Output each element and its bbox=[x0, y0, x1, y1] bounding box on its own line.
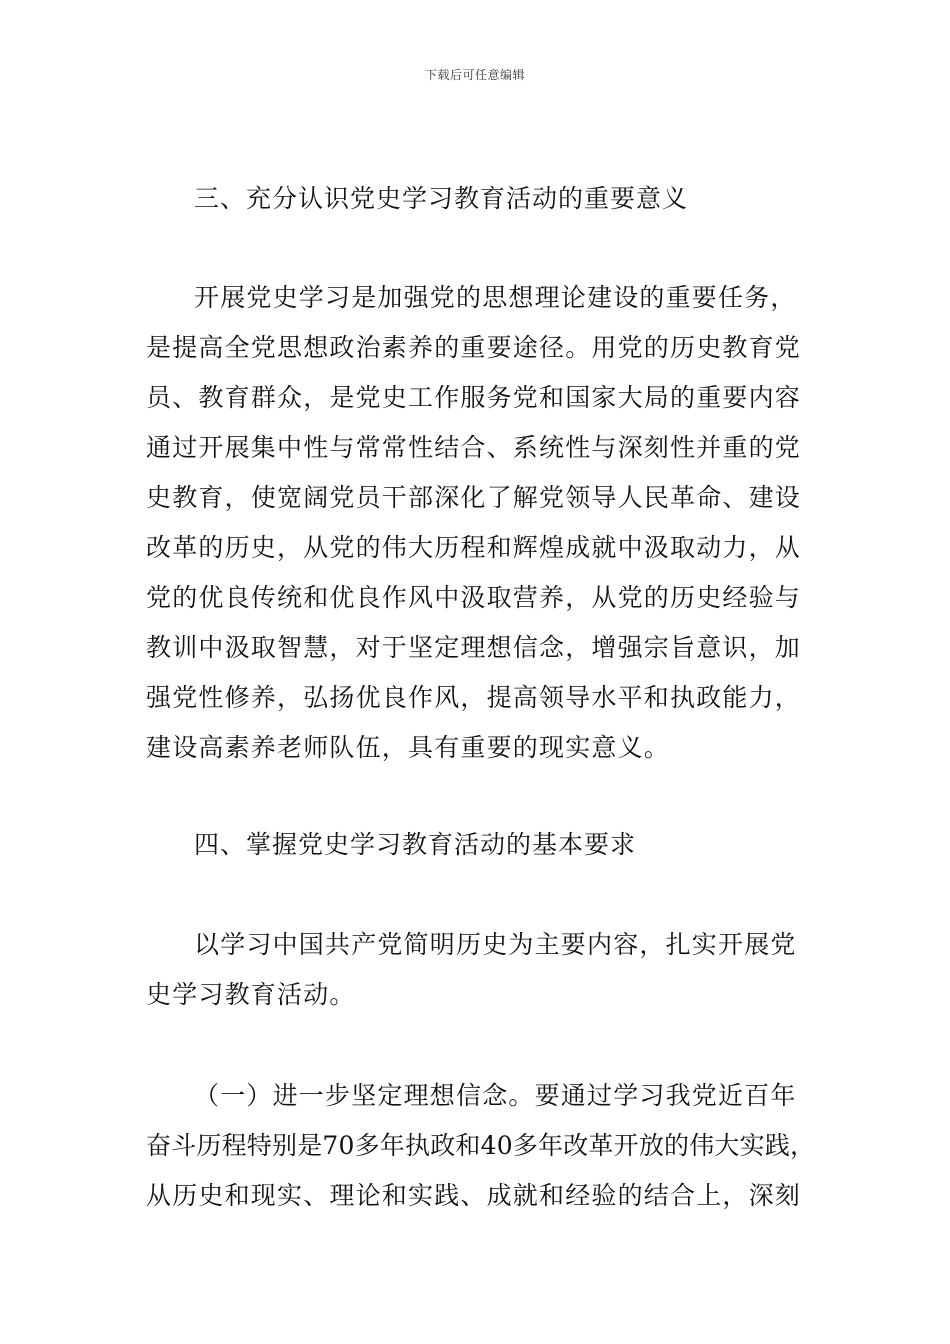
paragraph-line: 史教育，使宽阔党员干部深化了解党领导人民革命、建设 bbox=[146, 483, 802, 512]
paragraph-line: 建设高素养老师队伍，具有重要的现实意义。 bbox=[146, 733, 671, 762]
paragraph-line: 改革的历史，从党的伟大历程和辉煌成就中汲取动力，从 bbox=[146, 533, 802, 562]
section-3-paragraph bbox=[146, 273, 810, 773]
paragraph-line: 开展党史学习是加强党的思想理论建设的重要任务， bbox=[194, 283, 797, 312]
paragraph-line: 党的优良传统和优良作风中汲取营养，从党的历史经验与 bbox=[146, 583, 802, 612]
paragraph-line: 以学习中国共产党简明历史为主要内容，扎实开展党 bbox=[194, 930, 797, 959]
header-note: 下载后可任意编辑 bbox=[424, 68, 525, 82]
section-heading-3: 三、充分认识党史学习教育活动的重要意义 bbox=[194, 184, 689, 213]
subsection-1-paragraph bbox=[146, 1071, 816, 1221]
paragraph-line: 员、教育群众，是党史工作服务党和国家大局的重要内容 bbox=[146, 383, 802, 412]
paragraph-line: （一）进一步坚定理想信念。要通过学习我党近百年 bbox=[194, 1081, 797, 1110]
paragraph-line: 从历史和现实、理论和实践、成就和经验的结合上，深刻 bbox=[146, 1181, 802, 1210]
paragraph-line: 通过开展集中性与常常性结合、系统性与深刻性并重的党 bbox=[146, 433, 802, 462]
paragraph-line: 教训中汲取智慧，对于坚定理想信念，增强宗旨意识，加 bbox=[146, 633, 802, 662]
paragraph-line: 强党性修养，弘扬优良作风，提高领导水平和执政能力， bbox=[146, 683, 802, 712]
paragraph-line: 是提高全党思想政治素养的重要途径。用党的历史教育党 bbox=[146, 333, 802, 362]
paragraph-line: 史学习教育活动。 bbox=[146, 980, 356, 1009]
paragraph-line: 奋斗历程特别是70多年执政和40多年改革开放的伟大实践， bbox=[146, 1131, 816, 1160]
section-4-paragraph bbox=[146, 920, 810, 1020]
section-heading-4: 四、掌握党史学习教育活动的基本要求 bbox=[194, 830, 637, 859]
